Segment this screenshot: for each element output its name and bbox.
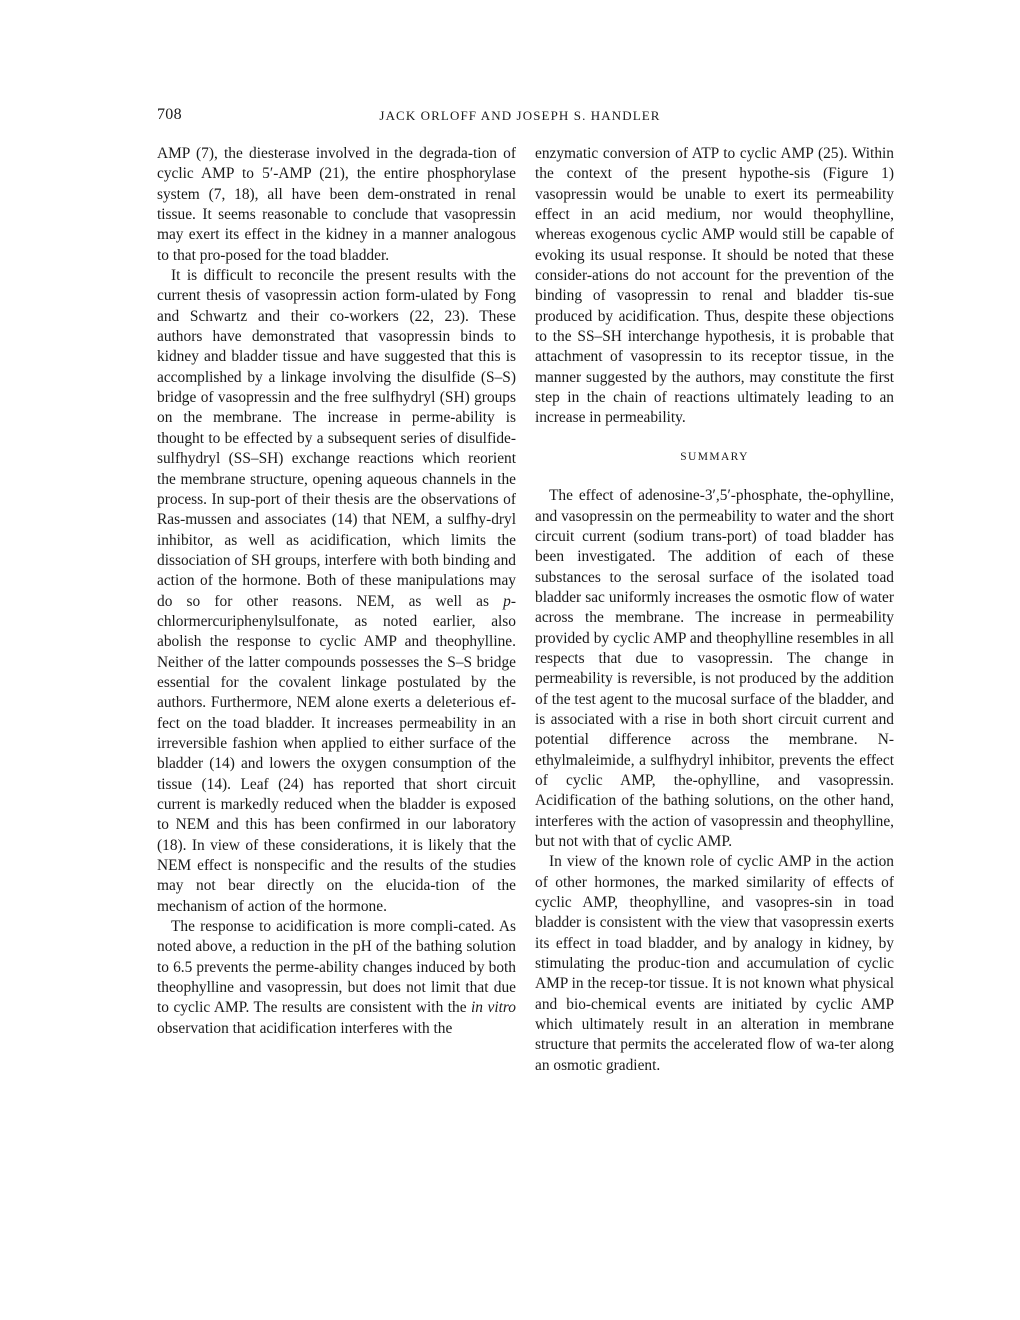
paragraph-text: -chlormercuriphenylsulfonate, as noted earlier, also abolish the response to cyclic AMP and theophylline. Neither of the latter compounds possesses the S–S bridge essential for the covalent linkage postulated by the authors. Furthermore, NEM alone exerts a deleterious ef-fect on the toad bladder. It increases permeability in an irreversible fashion when applied to either surface of the bladder (14) and lowers the oxygen consumption of the tissue (14). Leaf (24) has reported that short circuit current is markedly reduced when the bladder is exposed to NEM and this has been confirmed in our laboratory (18). In view of these considerations, it is likely that the NEM effect is nonspecific and the results of the studies may not bear directly on the elucida-tion of the mechanism of action of the hormone. bbox=[157, 592, 516, 915]
page-number: 708 bbox=[157, 106, 182, 123]
paragraph-summary-effects: The effect of adenosine-3′,5′-phosphate, the-ophylline, and vasopressin on the permeability to water and the short circuit current (sodium trans-port) of toad bladder has been investigated. The addition of each of these substances to the serosal surface of the isolated toad bladder sac uniformly increases the osmotic flow of water across the membrane. The increase in permeability provided by cyclic AMP and theophylline resembles in all respects that due to vasopressin. The change in permeability is reversible, is not produced by the addition of the test agent to the mucosal surface of the bladder, and is associated with a rise in both short circuit current and potential difference across the membrane. N-ethylmaleimide, a sulfhydryl inhibitor, prevents the effect of cyclic AMP, the-ophylline, and vasopressin. Acidification of the bathing solutions, on the other hand, interferes with the action of vasopressin and theophylline, but not with that of cyclic AMP. bbox=[535, 487, 894, 850]
italic-p: p bbox=[503, 592, 511, 610]
right-column bbox=[535, 144, 894, 1076]
paragraph-acidification bbox=[157, 917, 516, 1039]
paragraph-text: observation that acidification interferes with the bbox=[157, 1019, 453, 1037]
paragraph-kidney-analogy: AMP (7), the diesterase involved in the degrada-tion of cyclic AMP to 5′-AMP (21), the entire phosphorylase system (7, 18), all have been dem-onstrated in renal tissue. It seems reasonable to conclude that vasopressin may exert its effect in the kidney in a manner analogous to that pro-posed for the toad bladder. bbox=[157, 145, 516, 264]
paragraph-text: The response to acidification is more compli-cated. As noted above, a reduction in the pH of the bathing solution to 6.5 prevents the perme-ability changes induced by both theophylline and vasopressin, but does not limit that due to cyclic AMP. The results are consistent with the bbox=[157, 918, 516, 1017]
running-head: JACK ORLOFF AND JOSEPH S. HANDLER bbox=[379, 108, 661, 123]
paragraph-text: It is difficult to reconcile the present results with the current thesis of vasopressin action form-ulated by Fong and Schwartz and their co-workers (22, 23). These authors have demonstrated that vasopressin binds to kidney and bladder tissue and have suggested that this is accomplished by a linkage involving the disulfide (S–S) bridge of vasopressin and the free sulfhydryl (SH) groups on the membrane. The increase in perme-ability is thought to be effected by a subsequent series of disulfide-sulfhydryl (SS–SH) exchange reactions which reorient the membrane structure, opening aqueous channels in the process. In sup-port of their thesis are the observations of Ras-mussen and associates (14) that NEM, a sulfhy-dryl inhibitor, as well as acidification, which limits the dissociation of SH groups, interfere with both binding and action of the hormone. Both of these manipulations may do so for other reasons. NEM, as well as bbox=[157, 267, 516, 610]
left-column bbox=[157, 144, 516, 1039]
paragraph-fong-schwartz-thesis bbox=[157, 266, 516, 917]
italic-in-vitro: in vitro bbox=[471, 999, 516, 1017]
paragraph-summary-conclusion: In view of the known role of cyclic AMP in the action of other hormones, the marked similarity of effects of cyclic AMP, theophylline, and vasopres-sin in toad bladder is consistent with the view that vasopressin exerts its effect in toad bladder, and by analogy in kidney, by stimulating the produc-tion and accumulation of cyclic AMP in the recep-tor tissue. It is not known what physical and bio-chemical events are initiated by cyclic AMP which ultimately result in an alteration in membrane structure that permits the accelerated flow of wa-ter along an osmotic gradient. bbox=[535, 853, 894, 1074]
paragraph-enzymatic-conversion: enzymatic conversion of ATP to cyclic AMP (25). Within the context of the present hypothe-sis (Figure 1) vasopressin would be unable to exert its permeability effect in an acid medium, nor would theophylline, whereas exogenous cyclic AMP would still be capable of evoking its usual response. It should be noted that these consider-ations do not account for the prevention of the binding of vasopressin to renal and bladder tis-sue produced by acidification. Thus, despite these objections to the SS–SH interchange hypothesis, it is probable that attachment of vasopressin to its receptor tissue, in the manner suggested by the authors, may constitute the first step in the chain of reactions ultimately leading to an increase in permeability. bbox=[535, 145, 894, 427]
summary-heading: SUMMARY bbox=[680, 450, 749, 463]
